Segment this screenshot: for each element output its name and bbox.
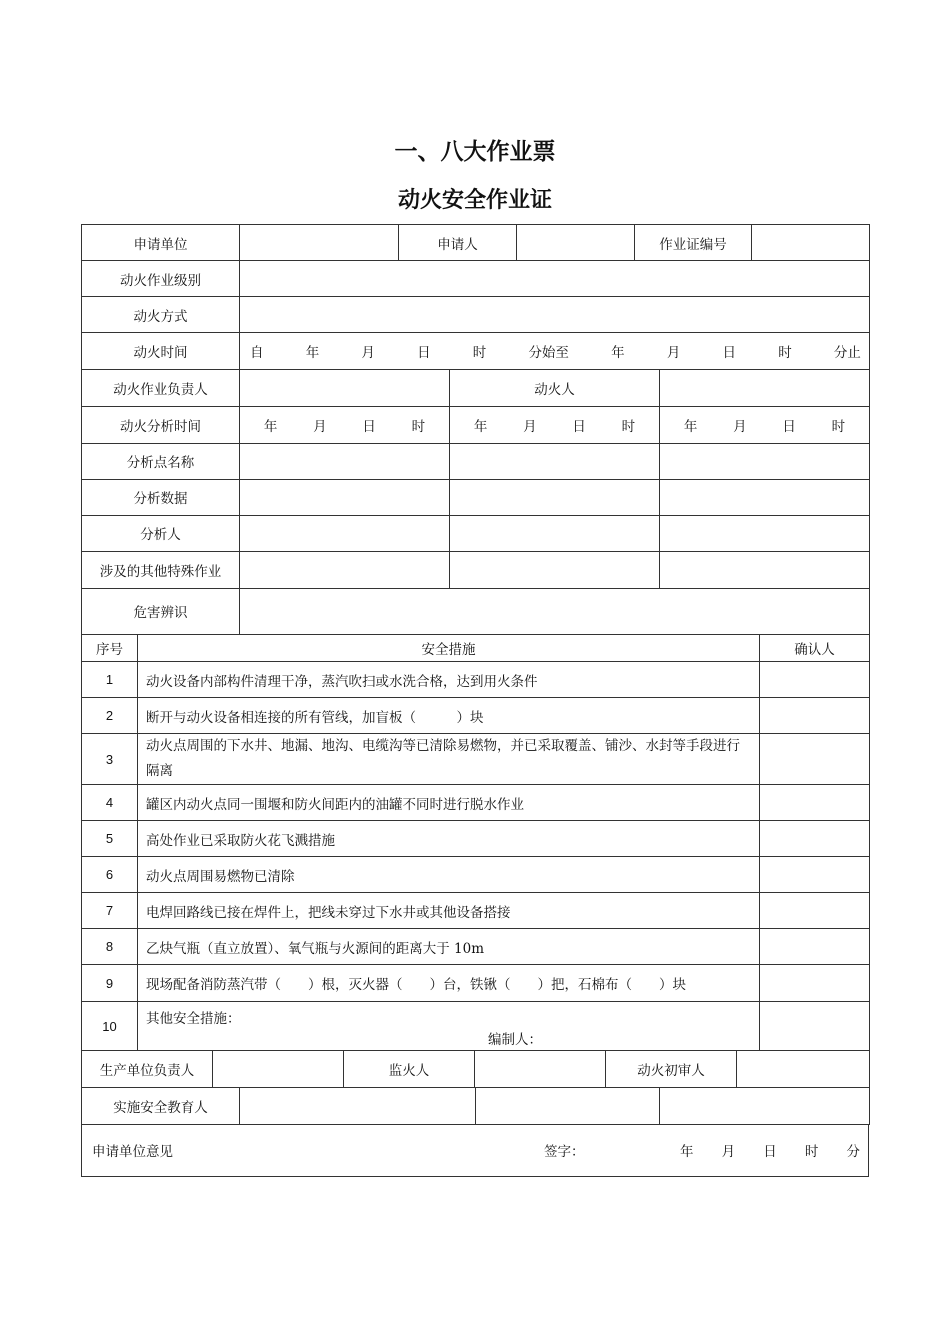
measure-text: 乙炔气瓶（直立放置）、氧气瓶与火源间的距离大于 10m (138, 929, 760, 965)
table-row (82, 965, 870, 1002)
analysis-time-3[interactable] (660, 406, 870, 443)
date-month: 月 (721, 1144, 736, 1161)
hazard-field[interactable] (240, 588, 870, 634)
day-unit: 日 (782, 418, 796, 435)
year-unit: 年 (263, 418, 278, 435)
opinion-label: 申请单位意见 (92, 1144, 173, 1161)
date-year: 年 (680, 1144, 694, 1161)
other-special-3[interactable] (660, 551, 870, 588)
time-month: 月 (361, 345, 375, 361)
fire-time-field[interactable] (240, 333, 870, 370)
table-row (82, 857, 870, 893)
date-day: 日 (763, 1144, 777, 1161)
analysis-data-1[interactable] (240, 479, 450, 515)
time-year: 年 (305, 345, 320, 361)
time-from: 自 (250, 345, 264, 361)
point-name-3[interactable] (660, 443, 870, 479)
point-name-label: 分析点名称 (82, 443, 240, 479)
measure-text: 罐区内动火点同一围堰和防火间距内的油罐不同时进行脱水作业 (138, 785, 760, 821)
analyst-2[interactable] (450, 515, 660, 551)
row-no: 7 (82, 893, 138, 929)
time-hour: 时 (472, 345, 487, 361)
safety-measures-table (81, 635, 870, 1052)
analysis-time-1[interactable] (240, 406, 450, 443)
time-day-end: 日 (722, 345, 736, 361)
confirm-field[interactable] (760, 965, 870, 1002)
row-no: 6 (82, 857, 138, 893)
day-unit: 日 (362, 418, 376, 435)
year-unit: 年 (683, 418, 698, 435)
opinion-field[interactable] (82, 1125, 869, 1176)
applicant-field[interactable] (517, 225, 635, 261)
date-hour: 时 (804, 1144, 819, 1161)
confirm-field[interactable] (760, 929, 870, 965)
fire-watch-label: 监火人 (344, 1051, 475, 1087)
row-no: 9 (82, 965, 138, 1002)
year-unit: 年 (473, 418, 488, 435)
time-month-end: 月 (666, 345, 681, 361)
col-confirm-header: 确认人 (760, 635, 870, 662)
editor-label: 编制人： (488, 1032, 542, 1048)
measure-text: 电焊回路线已接在焊件上，把线未穿过下水井或其他设备搭接 (138, 893, 760, 929)
row-no: 1 (82, 662, 138, 698)
fire-method-field[interactable] (240, 297, 870, 333)
other-measures-label: 其他安全措施： (146, 1011, 241, 1027)
point-name-1[interactable] (240, 443, 450, 479)
row-no: 5 (82, 821, 138, 857)
measure-text: 现场配备消防蒸汽带（ ）根，灭火器（ ）台，铁锹（ ）把，石棉布（ ）块 (138, 965, 760, 1002)
apply-unit-label: 申请单位 (82, 225, 240, 261)
col-no-header: 序号 (82, 635, 138, 662)
month-unit: 月 (733, 418, 747, 435)
date-minute: 分 (846, 1144, 860, 1161)
time-day: 日 (417, 345, 431, 361)
operator-label: 动火人 (450, 370, 660, 406)
confirm-field[interactable] (760, 734, 870, 785)
row-no: 8 (82, 929, 138, 965)
edu-field-3[interactable] (660, 1088, 870, 1125)
permit-no-field[interactable] (752, 225, 870, 261)
confirm-field[interactable] (760, 857, 870, 893)
analysis-time-2[interactable] (450, 406, 660, 443)
table-row (82, 734, 870, 785)
confirm-field[interactable] (760, 893, 870, 929)
row-no: 4 (82, 785, 138, 821)
prod-leader-label: 生产单位负责人 (82, 1051, 213, 1087)
first-review-label: 动火初审人 (606, 1051, 737, 1087)
time-minute-start: 分始至 (528, 345, 569, 361)
permit-header-table (81, 224, 870, 370)
permit-no-label: 作业证编号 (635, 225, 752, 261)
time-minute-end: 分止 (833, 345, 861, 361)
measure-text: 动火设备内部构件清理干净，蒸汽吹扫或水洗合格，达到用火条件 (138, 662, 760, 698)
confirm-field[interactable] (760, 1002, 870, 1051)
analysis-data-3[interactable] (660, 479, 870, 515)
opinion-table (81, 1125, 869, 1177)
measure-text: 动火点周围易燃物已清除 (138, 857, 760, 893)
hour-unit: 时 (411, 418, 426, 435)
edu-field[interactable] (240, 1088, 476, 1125)
signature-table-2 (81, 1088, 870, 1126)
measure-text: 动火点周围的下水井、地漏、地沟、电缆沟等已清除易燃物，并已采取覆盖、铺沙、水封等手段进行隔离 (138, 734, 760, 785)
analysis-data-2[interactable] (450, 479, 660, 515)
table-row (82, 893, 870, 929)
table-row (82, 821, 870, 857)
fire-method-label: 动火方式 (82, 297, 240, 333)
fire-level-field[interactable] (240, 261, 870, 297)
hour-unit: 时 (831, 418, 846, 435)
fire-time-label: 动火时间 (82, 333, 240, 370)
form-title: 动火安全作业证 (397, 187, 552, 213)
hazard-label: 危害辨识 (82, 588, 240, 634)
month-unit: 月 (523, 418, 537, 435)
other-special-2[interactable] (450, 551, 660, 588)
permit-form (81, 224, 869, 1177)
sign-label: 签字： (544, 1144, 585, 1161)
apply-unit-field[interactable] (240, 225, 399, 261)
leader-label: 动火作业负责人 (82, 370, 240, 406)
leader-field[interactable] (240, 370, 450, 406)
first-review-field[interactable] (737, 1051, 870, 1087)
analysis-time-label: 动火分析时间 (82, 406, 240, 443)
confirm-field[interactable] (760, 785, 870, 821)
table-row (82, 1002, 870, 1051)
analyst-label: 分析人 (82, 515, 240, 551)
row-no: 3 (82, 734, 138, 785)
signature-table-1 (81, 1051, 870, 1088)
table-row (82, 929, 870, 965)
table-row (82, 698, 870, 734)
applicant-label: 申请人 (399, 225, 517, 261)
analyst-3[interactable] (660, 515, 870, 551)
table-row (82, 785, 870, 821)
point-name-2[interactable] (450, 443, 660, 479)
other-measures-field[interactable] (138, 1002, 760, 1051)
prod-leader-field[interactable] (213, 1051, 344, 1087)
analysis-data-label: 分析数据 (82, 479, 240, 515)
other-special-label: 涉及的其他特殊作业 (82, 551, 240, 588)
confirm-field[interactable] (760, 821, 870, 857)
row-no: 2 (82, 698, 138, 734)
hour-unit: 时 (621, 418, 636, 435)
operator-field[interactable] (660, 370, 870, 406)
measure-text: 断开与动火设备相连接的所有管线，加盲板（ ）块 (138, 698, 760, 734)
confirm-field[interactable] (760, 662, 870, 698)
measure-text: 高处作业已采取防火花飞溅措施 (138, 821, 760, 857)
month-unit: 月 (313, 418, 327, 435)
confirm-field[interactable] (760, 698, 870, 734)
fire-level-label: 动火作业级别 (82, 261, 240, 297)
time-hour-end: 时 (778, 345, 792, 361)
time-year-end: 年 (611, 345, 625, 361)
edu-field-2[interactable] (476, 1088, 660, 1125)
day-unit: 日 (572, 418, 586, 435)
edu-label: 实施安全教育人 (82, 1088, 240, 1125)
analysis-table (81, 370, 870, 635)
row-no: 10 (82, 1002, 138, 1051)
other-special-1[interactable] (240, 551, 450, 588)
page-heading: 一、八大作业票 (394, 138, 556, 165)
table-row (82, 662, 870, 698)
col-measure-header: 安全措施 (138, 635, 760, 662)
fire-watch-field[interactable] (475, 1051, 606, 1087)
analyst-1[interactable] (240, 515, 450, 551)
